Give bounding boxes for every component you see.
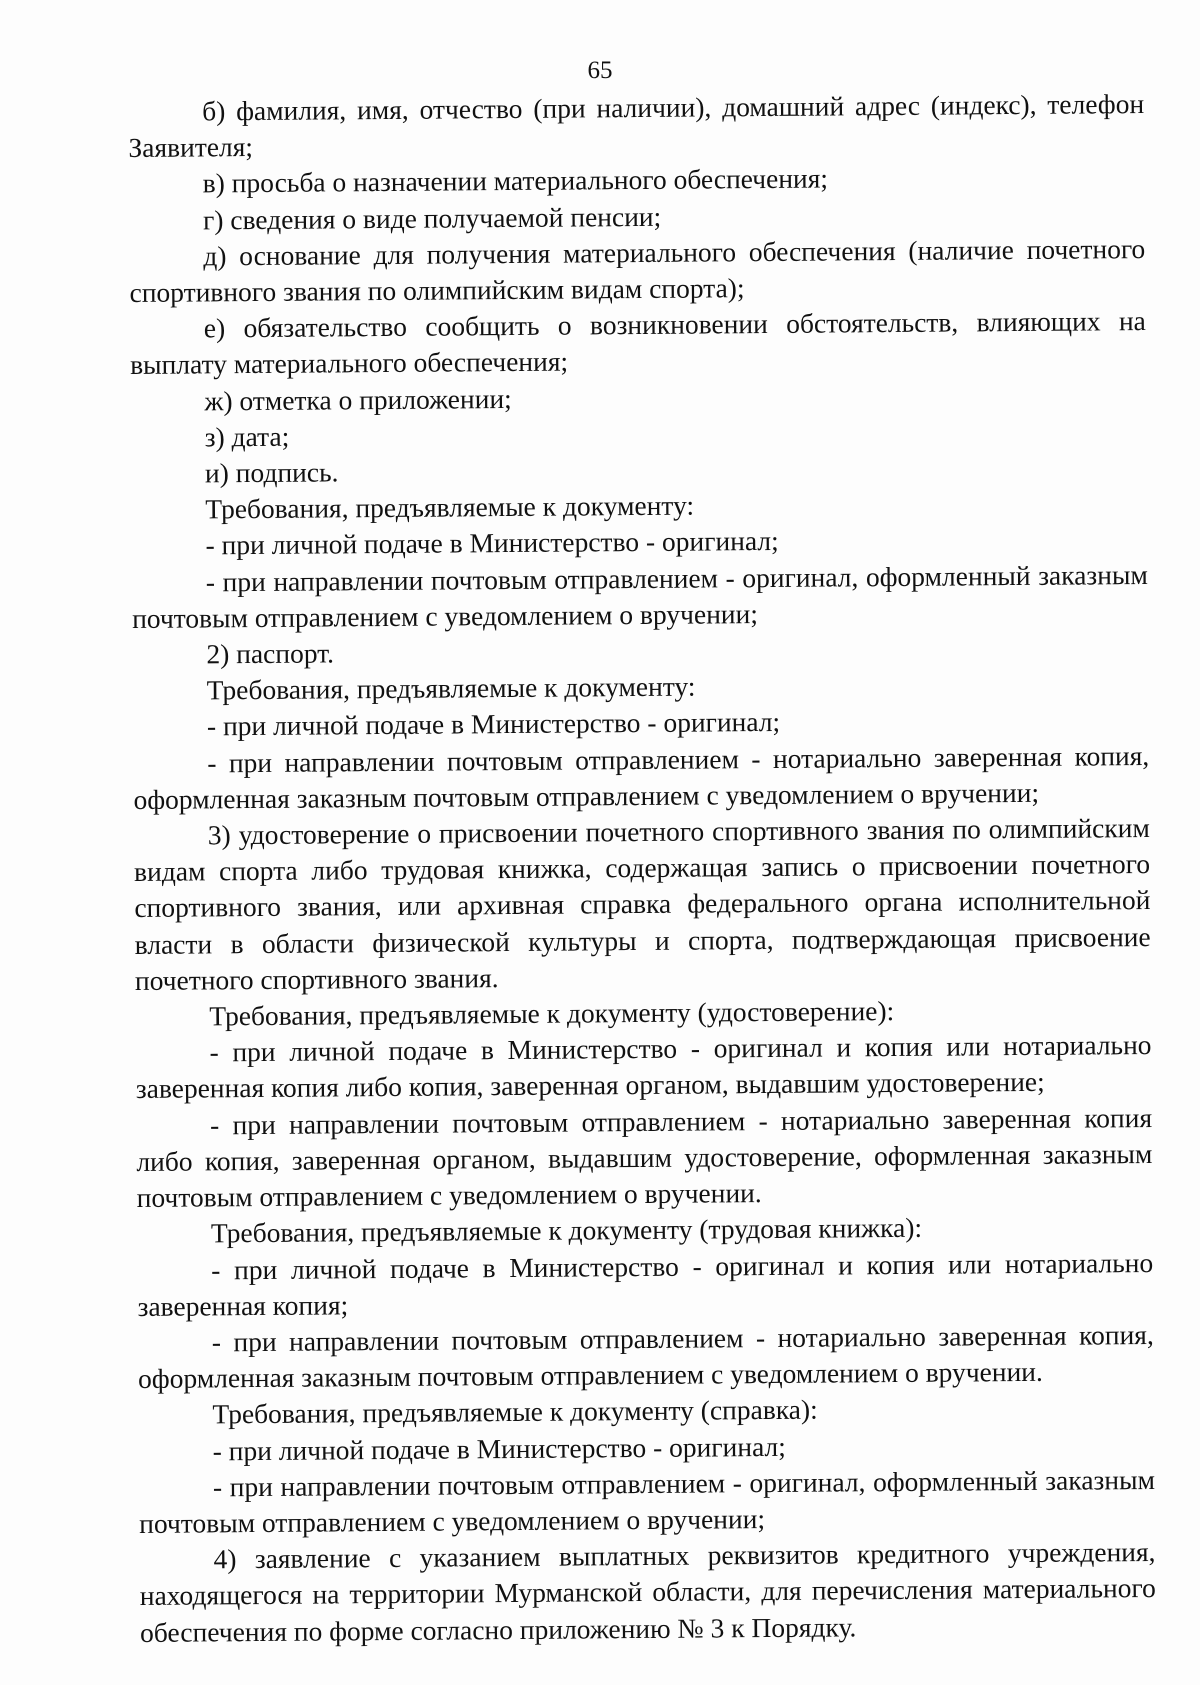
- paragraph: - при личной подаче в Министерство - оригинал;: [212, 1430, 786, 1466]
- paragraph: Требования, предъявляемые к документу (трудовая книжка):: [210, 1212, 923, 1249]
- paragraph: - при личной подаче в Министерство - оригинал и копия или нотариально заверенная копия либо копия, заверенная органом, выдавшим удостоверение;: [135, 1029, 1152, 1105]
- paragraph: - при направлении почтовым отправлением - нотариально заверенная копия, оформленная заказным почтовым отправлением с уведомлением о вручении.: [137, 1318, 1154, 1395]
- paragraph: - при направлении почтовым отправлением - оригинал, оформленный заказным почтовым отправлением с уведомлением о вручении;: [139, 1463, 1156, 1539]
- paragraph: 2) паспорт.: [206, 637, 335, 670]
- paragraph: - при личной подаче в Министерство - оригинал;: [206, 706, 781, 742]
- paragraph: Требования, предъявляемые к документу:: [206, 670, 696, 706]
- paragraph: и) подпись.: [204, 456, 339, 489]
- paragraph: б) фамилия, имя, отчество (при наличии), домашний адрес (индекс), телефон Заявителя;: [128, 88, 1145, 164]
- paragraph: - при направлении почтовым отправлением - нотариально заверенная копия либо копия, заверенная органом, выдавшим удостоверение, оформленная заказным почтовым отправлением с уведомлением о вручении.: [136, 1101, 1153, 1214]
- paragraph: - при личной подаче в Министерство - оригинал;: [205, 525, 779, 561]
- document-body: [128, 86, 1156, 1651]
- paragraph: е) обязательство сообщить о возникновении обстоятельств, влияющих на выплату материального обеспечения;: [130, 305, 1146, 381]
- paragraph: в) просьба о назначении материального обеспечения;: [202, 162, 829, 199]
- paragraph: 3) удостоверение о присвоении почетного спортивного звания по олимпийским видам спорта либо трудовая книжка, содержащая запись о присвоении почетного спортивного звания, или архивная справка федерального органа исполнительной власти в области физической культуры и спорта, подтверждающая присвоение почетного спортивного звания.: [133, 812, 1151, 996]
- paragraph: Требования, предъявляемые к документу:: [205, 489, 695, 525]
- paragraph: д) основание для получения материального обеспечения (наличие почетного спортивного звания по олимпийским видам спорта);: [129, 232, 1146, 309]
- paragraph: ж) отметка о приложении;: [204, 382, 512, 417]
- paragraph: - при направлении почтовым отправлением - нотариально заверенная копия, оформленная заказным почтовым отправлением с уведомлением о вручении;: [133, 739, 1150, 815]
- paragraph: г) сведения о виде получаемой пенсии;: [202, 200, 662, 236]
- paragraph: 4) заявление с указанием выплатных реквизитов кредитного учреждения, находящегося на территории Мурманской области, для перечисления материального обеспечения по форме согласно приложению № 3 к Порядку.: [139, 1536, 1156, 1648]
- page-number: 65: [587, 57, 613, 84]
- paragraph: Требования, предъявляемые к документу (справка):: [212, 1393, 818, 1430]
- paragraph: - при направлении почтовым отправлением - оригинал, оформленный заказным почтовым отправлением с уведомлением о вручении;: [131, 558, 1148, 634]
- paragraph: - при личной подаче в Министерство - оригинал и копия или нотариально заверенная копия;: [137, 1246, 1154, 1322]
- paragraph: Требования, предъявляемые к документу (удостоверение):: [209, 995, 895, 1032]
- paragraph: з) дата;: [204, 420, 290, 453]
